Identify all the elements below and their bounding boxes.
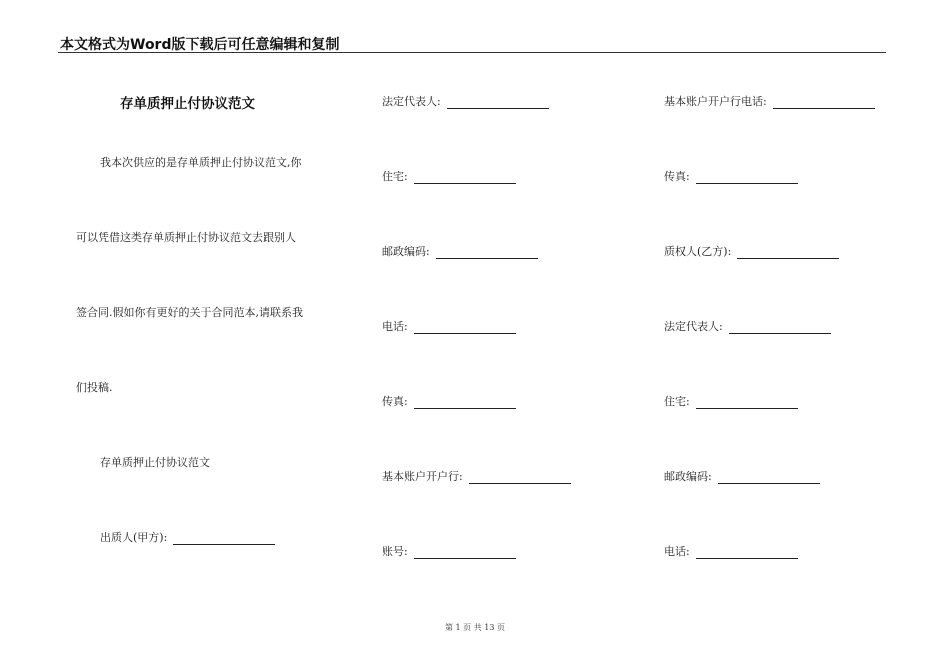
col2-legal-rep-label: 法定代表人: (382, 95, 441, 108)
col2-bank-field (382, 468, 571, 484)
intro-line-4: 们投稿. (76, 381, 113, 394)
col2-fax-field (382, 393, 516, 409)
col2-legal-rep-field (382, 93, 549, 109)
col3-phone-blank (696, 548, 798, 559)
col3-phone-field (664, 543, 798, 559)
col3-bank-phone-blank (773, 98, 875, 109)
col3-phone-label: 电话: (664, 545, 690, 558)
col2-address-field (382, 168, 516, 184)
col2-phone-blank (414, 323, 516, 334)
pledgor-field (100, 529, 275, 545)
col3-legal-rep-field (664, 318, 831, 334)
col2-bank-blank (469, 473, 571, 484)
col2-postcode-blank (436, 248, 538, 259)
col3-bank-phone-field (664, 93, 875, 109)
col3-postcode-label: 邮政编码: (664, 470, 712, 483)
col3-postcode-field (664, 468, 820, 484)
col3-address-field (664, 393, 798, 409)
col3-bank-phone-label: 基本账户开户行电话: (664, 95, 767, 108)
col3-legal-rep-label: 法定代表人: (664, 320, 723, 333)
col2-legal-rep-blank (447, 98, 549, 109)
page-header (58, 34, 886, 53)
document-title: 存单质押止付协议范文 (120, 96, 255, 112)
col2-postcode-field (382, 243, 538, 259)
subtitle: 存单质押止付协议范文 (100, 456, 210, 469)
col3-fax-field (664, 168, 798, 184)
intro-line-2: 可以凭借这类存单质押止付协议范文去跟别人 (76, 231, 296, 244)
col2-phone-field (382, 318, 516, 334)
col3-fax-label: 传真: (664, 170, 690, 183)
col3-address-blank (696, 398, 798, 409)
col3-legal-rep-blank (729, 323, 831, 334)
col2-account-blank (414, 548, 516, 559)
col2-account-label: 账号: (382, 545, 408, 558)
col3-address-label: 住宅: (664, 395, 690, 408)
pledgor-label: 出质人(甲方): (100, 531, 168, 544)
col2-address-blank (414, 173, 516, 184)
intro-line-1: 我本次供应的是存单质押止付协议范文,你 (100, 156, 302, 169)
col2-account-field (382, 543, 516, 559)
col2-bank-label: 基本账户开户行: (382, 470, 463, 483)
col2-postcode-label: 邮政编码: (382, 245, 430, 258)
col3-pledgee-label: 质权人(乙方): (664, 245, 732, 258)
page-footer: 第 1 页 共 13 页 (445, 623, 505, 632)
col2-address-label: 住宅: (382, 170, 408, 183)
col3-pledgee-blank (737, 248, 839, 259)
pledgor-blank (173, 534, 275, 545)
col3-postcode-blank (718, 473, 820, 484)
col3-pledgee-field (664, 243, 839, 259)
col3-fax-blank (696, 173, 798, 184)
header-text: 本文格式为Word版下载后可任意编辑和复制 (60, 37, 340, 53)
col2-fax-blank (414, 398, 516, 409)
col2-phone-label: 电话: (382, 320, 408, 333)
col2-fax-label: 传真: (382, 395, 408, 408)
intro-line-3: 签合同.假如你有更好的关于合同范本,请联系我 (76, 306, 303, 319)
